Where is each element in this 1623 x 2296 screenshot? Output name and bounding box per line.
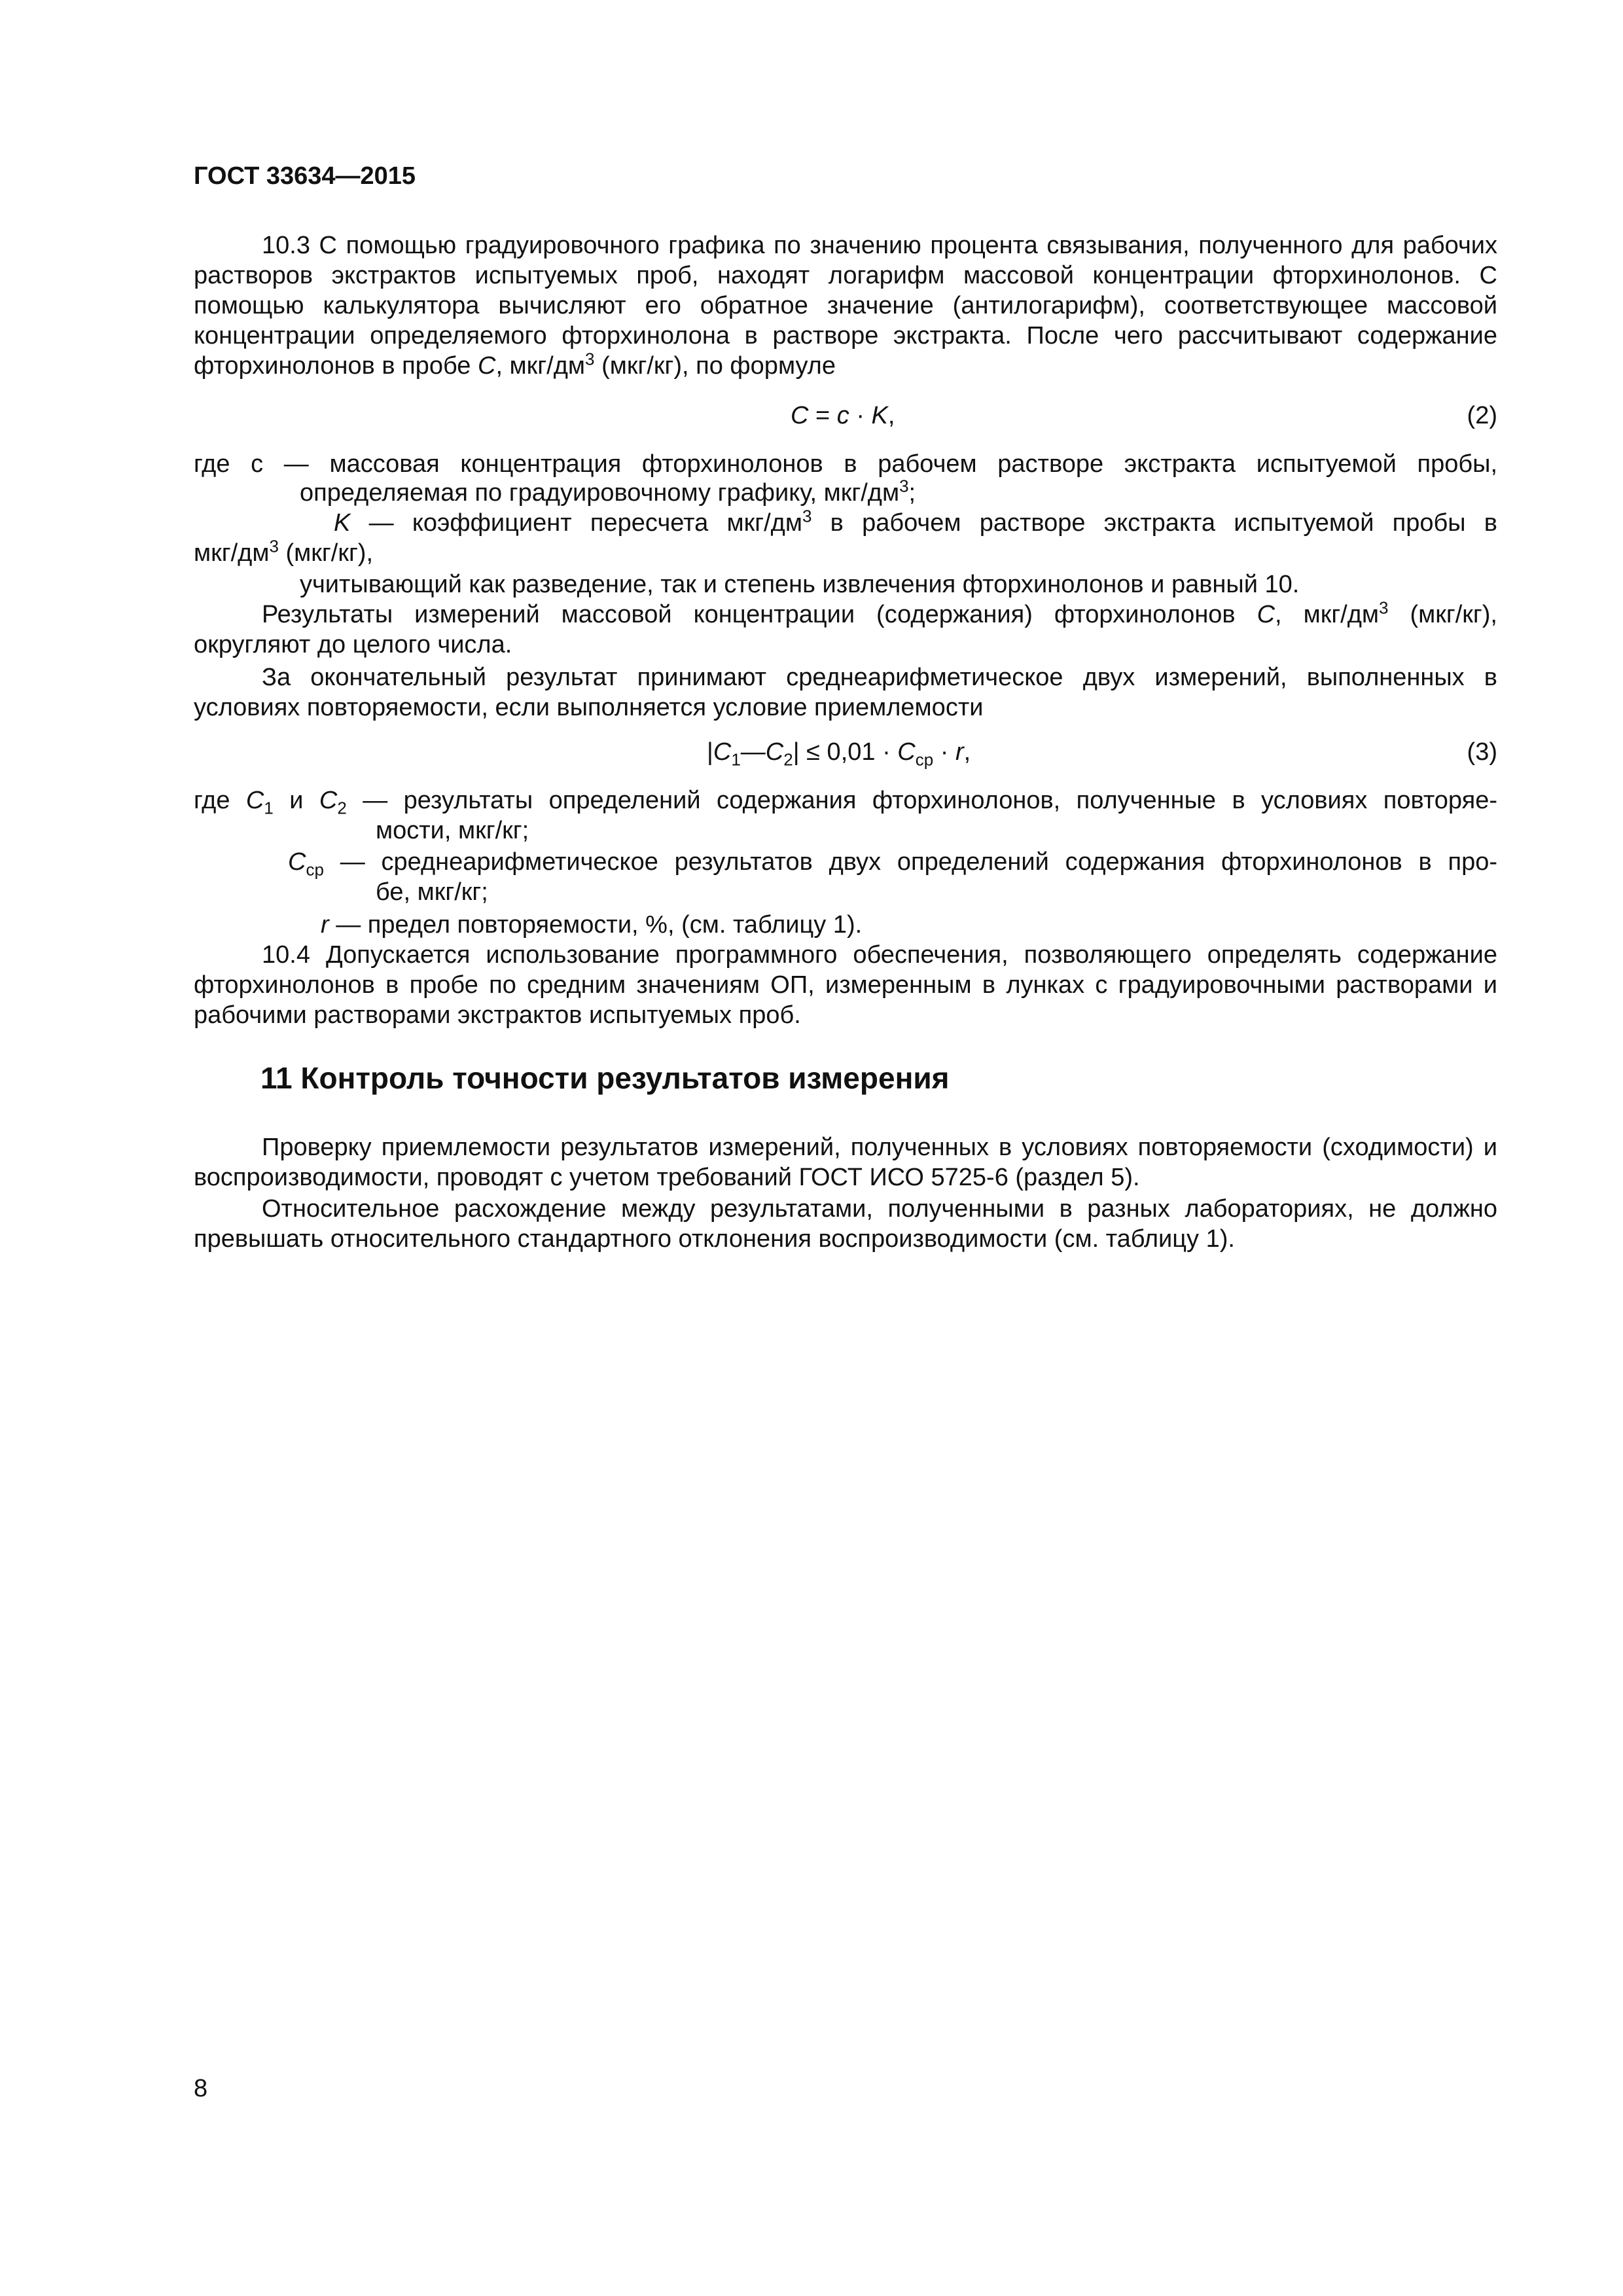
where-k-line-2-text: (мкг/кг), [285, 539, 374, 567]
where-c-line-2: определяемая по градуировочному графику, мкг/$дм^3$; [300, 476, 916, 507]
where-c12-line-2: мости, мкг/кг; [376, 817, 529, 844]
where-ccp-line-1-text: — среднеарифметическое результатов двух определений содержания фторхинолонов в про- [340, 848, 1497, 876]
results-line-1: Результаты измерений массовой концентрации (содержания) фторхинолонов С, мкг/$дм^3$ (мкг/кг), [262, 598, 1497, 628]
where-k-line-3: учитывающий как разведение, так и степень извлечения фторхинолонов и равный 10. [300, 571, 1300, 598]
paragraph-10-4: 10.4 Допускается использование программного обеспечения, позволяющего определять содержание фторхинолонов в пробе по средним значениям ОП, измеренным в лунках с градуировочными растворами и рабочими растворами экстрактов испытуемых проб. [194, 941, 1497, 1029]
equation-number-2: (2) [1467, 402, 1497, 429]
paragraph-10-3-text: 10.3 С помощью градуировочного графика по значению процента связывания, полученного для рабочих растворов экстрактов испытуемых проб, находят логарифм массовой концентрации фторхинолонов. С помощью калькулятора вычисляют его обратное значение (антилогарифм), соответствующее массовой концентрации определяемого фторхинолона в растворе экстракта. После чего рассчитывают содержание фторхинолонов в пробе [194, 232, 1497, 380]
formula-3: $|С_1—С_2| \le 0,01 \cdot С_{ср} \cdot r$, [707, 738, 971, 770]
where-k-line-1b: в рабочем растворе экстракта испытуемой пробы в [830, 509, 1497, 537]
paragraph-11-1: Проверку приемлемости результатов измерений, полученных в условиях повторяемости (сходимости) и воспроизводимости, проводят с учетом требований ГОСТ ИСО 5725-6 (раздел 5). [194, 1134, 1497, 1191]
final-line-2: условиях повторяемости, если выполняется условие приемлемости [194, 694, 984, 721]
where-r-line: r — предел повторяемости, %, (см. таблицу 1). [321, 911, 863, 939]
where-ccp-line-1: $С_{ср}$ — среднеарифметическое результатов двух определений содержания фторхинолонов в про- [288, 848, 1497, 880]
paragraph-10-3-tail: (мкг/кг), по формуле [601, 352, 836, 380]
where-k-line-1: K — коэффициент пересчета мкг/$дм^3$ в рабочем растворе экстракта испытуемой пробы в [334, 506, 1497, 537]
where-k-line-2: мкг/$дм^3$ (мкг/кг), [194, 536, 374, 567]
section-11-heading: 11 Контроль точности результатов измерения [260, 1061, 950, 1095]
page-number: 8 [194, 2075, 208, 2102]
results-line-2: округляют до целого числа. [194, 631, 512, 658]
results-line-1-text: Результаты измерений массовой концентрации (содержания) фторхинолонов [262, 601, 1236, 628]
where-c-line-1: где с — массовая концентрация фторхинолонов в рабочем растворе экстракта испытуемой пробы, [194, 450, 1497, 478]
results-line-1b: (мкг/кг), [1410, 601, 1497, 628]
paragraph-10-3: 10.3 С помощью градуировочного графика по значению процента связывания, полученного для рабочих растворов экстрактов испытуемых проб, находят логарифм массовой концентрации фторхинолонов. С помощью калькулятора вычисляют его обратное значение (антилогарифм), соответствующее массовой концентрации определяемого фторхинолона в растворе экстракта. После чего рассчитывают содержание фторхинолонов в пробе С, мкг/$дм^3$ (мкг/кг), по формуле [194, 232, 1497, 380]
equation-number-3: (3) [1467, 738, 1497, 766]
where-c12-line-1-text: — результаты определений содержания фторхинолонов, полученные в условиях повторяе- [363, 787, 1498, 814]
formula-2: С = с · K, [791, 402, 895, 429]
final-line-1: За окончательный результат принимают среднеарифметическое двух измерений, выполненных в [262, 664, 1497, 691]
where-c-line-2-text: определяемая по градуировочному графику, мкг/дм [300, 479, 900, 507]
document-header: ГОСТ 33634—2015 [194, 162, 416, 190]
where-r-text: — предел повторяемости, %, (см. таблицу 1). [336, 911, 863, 939]
where-ccp-line-2: бе, мкг/кг; [376, 878, 488, 906]
where-k-line-1-text: — коэффициент пересчета мкг/дм [368, 509, 802, 537]
where-c12-line-1: где $С_1$ и $С_2$ — результаты определений содержания фторхинолонов, полученные в условиях повторяе- [194, 787, 1498, 818]
paragraph-11-2: Относительное расхождение между результатами, полученными в разных лабораториях, не должно превышать относительного стандартного отклонения воспроизводимости (см. таблицу 1). [194, 1195, 1497, 1253]
